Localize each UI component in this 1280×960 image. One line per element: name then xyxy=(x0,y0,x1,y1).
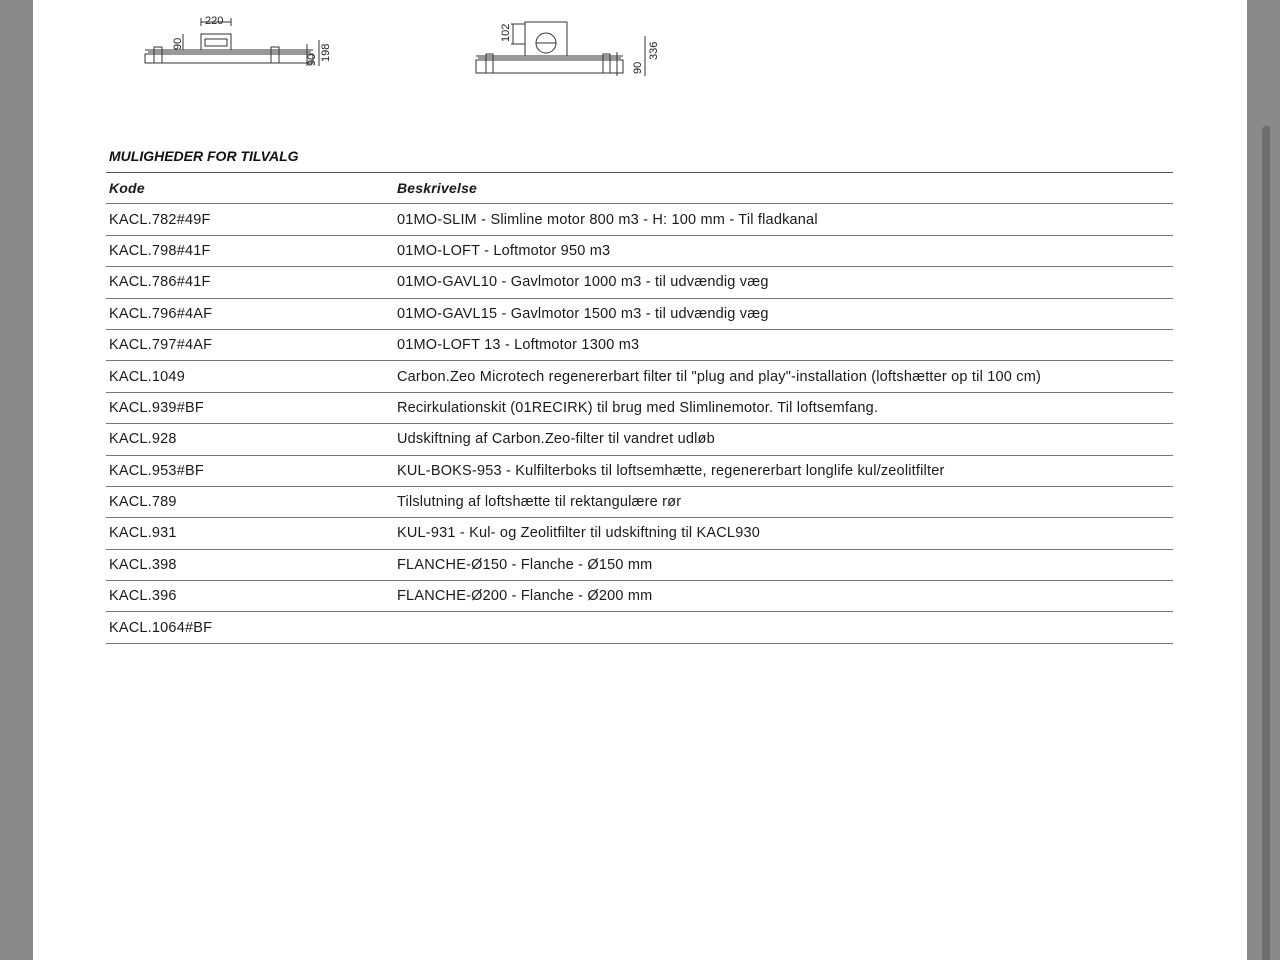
options-title: MULIGHEDER FOR TILVALG xyxy=(106,141,1173,173)
row-code: KACL.789 xyxy=(106,486,394,517)
row-code: KACL.398 xyxy=(106,549,394,580)
row-description: 01MO-SLIM - Slimline motor 800 m3 - H: 100 mm - Til fladkanal xyxy=(394,204,1173,235)
options-section xyxy=(106,141,1173,644)
drawing-left-height-a: 90 xyxy=(306,53,318,66)
table-row xyxy=(106,204,1173,235)
row-description: KUL-931 - Kul- og Zeolitfilter til udskiftning til KACL930 xyxy=(394,518,1173,549)
row-code: KACL.928 xyxy=(106,424,394,455)
row-code: KACL.798#41F xyxy=(106,235,394,266)
row-description: 01MO-GAVL10 - Gavlmotor 1000 m3 - til udvændig væg xyxy=(394,267,1173,298)
drawing-left-depth: 90 xyxy=(172,37,184,50)
drawing-left-width: 220 xyxy=(205,15,224,27)
row-code: KACL.931 xyxy=(106,518,394,549)
row-code: KACL.797#4AF xyxy=(106,329,394,360)
row-description: Udskiftning af Carbon.Zeo-filter til vandret udløb xyxy=(394,424,1173,455)
row-code: KACL.953#BF xyxy=(106,455,394,486)
row-code: KACL.786#41F xyxy=(106,267,394,298)
row-code: KACL.396 xyxy=(106,581,394,612)
row-code: KACL.1064#BF xyxy=(106,612,394,643)
table-row xyxy=(106,581,1173,612)
document-page xyxy=(33,0,1247,960)
row-description: 01MO-LOFT - Loftmotor 950 m3 xyxy=(394,235,1173,266)
row-description: Recirkulationskit (01RECIRK) til brug med Slimlinemotor. Til loftsemfang. xyxy=(394,392,1173,423)
table-row xyxy=(106,518,1173,549)
table-row xyxy=(106,455,1173,486)
row-description: KUL-BOKS-953 - Kulfilterboks til loftsemhætte, regenererbart longlife kul/zeolitfilter xyxy=(394,455,1173,486)
table-row xyxy=(106,612,1173,643)
row-description: Tilslutning af loftshætte til rektangulære rør xyxy=(394,486,1173,517)
row-description xyxy=(394,612,1173,643)
drawing-right-top: 102 xyxy=(500,23,512,42)
column-header-code: Kode xyxy=(106,173,394,204)
row-code: KACL.1049 xyxy=(106,361,394,392)
drawing-right-height-a: 90 xyxy=(632,61,644,74)
drawing-left-height-b: 198 xyxy=(320,43,332,62)
options-header-row xyxy=(106,173,1173,204)
row-code: KACL.939#BF xyxy=(106,392,394,423)
row-description: 01MO-LOFT 13 - Loftmotor 1300 m3 xyxy=(394,329,1173,360)
technical-drawings xyxy=(33,0,1247,110)
scrollbar[interactable] xyxy=(1262,126,1270,960)
row-description: 01MO-GAVL15 - Gavlmotor 1500 m3 - til udvændig væg xyxy=(394,298,1173,329)
table-row xyxy=(106,486,1173,517)
table-row xyxy=(106,549,1173,580)
table-row xyxy=(106,235,1173,266)
table-row xyxy=(106,329,1173,360)
table-row xyxy=(106,267,1173,298)
row-code: KACL.782#49F xyxy=(106,204,394,235)
drawing-right-height-b: 336 xyxy=(648,41,660,60)
table-row xyxy=(106,298,1173,329)
row-description: FLANCHE-Ø150 - Flanche - Ø150 mm xyxy=(394,549,1173,580)
row-description: Carbon.Zeo Microtech regenererbart filter til "plug and play"-installation (loftshætter op til 100 cm) xyxy=(394,361,1173,392)
table-row xyxy=(106,424,1173,455)
row-description: FLANCHE-Ø200 - Flanche - Ø200 mm xyxy=(394,581,1173,612)
column-header-description: Beskrivelse xyxy=(394,173,1173,204)
options-table xyxy=(106,173,1173,644)
row-code: KACL.796#4AF xyxy=(106,298,394,329)
table-row xyxy=(106,392,1173,423)
table-row xyxy=(106,361,1173,392)
